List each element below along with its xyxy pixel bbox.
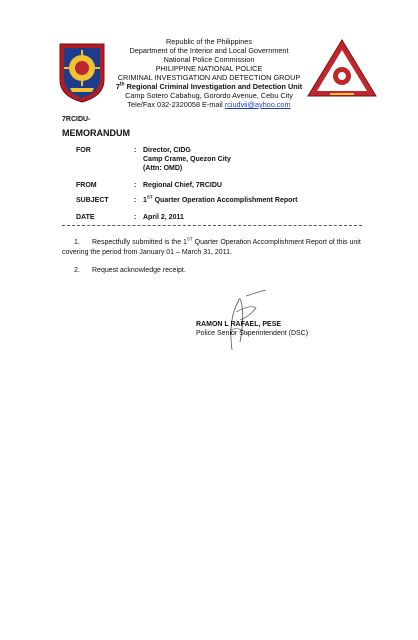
paragraph-2: 2. Request acknowledge receipt.: [74, 267, 186, 274]
subject-value: 1ST Quarter Operation Accomplishment Report: [143, 194, 298, 204]
header-contact: Tele/Fax 032-2320058 E-mail rciudvii@ayhoo.com: [127, 100, 291, 109]
signatory-title: Police Senior Superintendent (DSC): [196, 330, 309, 337]
header-pnp: PHILIPPINE NATIONAL POLICE: [155, 64, 263, 73]
header-napolcom: National Police Commission: [163, 55, 255, 64]
signatory-name: RAMON L RAFAEL, PESE: [196, 321, 282, 328]
paragraph-1: 1. Respectfully submitted is the 1ST Quarter Operation Accomplishment Report of this unit covering the period from January 01 – March 31, 2011.: [62, 236, 361, 256]
header-department: Department of the Interior and Local Government: [129, 46, 289, 55]
cidg-seal-icon: [306, 38, 378, 100]
header-republic: Republic of the Philippines: [166, 37, 252, 46]
dashed-divider: [62, 225, 362, 226]
email-link[interactable]: rciudvii@ayhoo.com: [224, 100, 291, 109]
memo-title: MEMORANDUM: [62, 128, 130, 138]
date-label: DATE: [76, 214, 95, 221]
from-colon: :: [134, 182, 137, 189]
letterhead: [100, 37, 318, 109]
for-colon: :: [134, 147, 137, 154]
header-address: Camp Sotero Cabahug, Gorordo Avenue, Cebu City: [125, 91, 293, 100]
from-label: FROM: [76, 182, 97, 189]
subject-colon: :: [134, 197, 137, 204]
header-cidg: CRIMINAL INVESTIGATION AND DETECTION GROUP: [117, 73, 301, 82]
date-value: April 2, 2011: [143, 214, 184, 221]
for-label: FOR: [76, 147, 91, 154]
from-value: Regional Chief, 7RCIDU: [143, 182, 222, 189]
subject-label: SUBJECT: [76, 197, 109, 204]
header-unit: 7th Regional Criminal Investigation and Detection Unit: [115, 81, 303, 91]
reference-number: 7RCIDU-: [62, 116, 91, 123]
for-value: Director, CIDG Camp Crame, Quezon City (Attn: OMD): [143, 147, 231, 172]
date-colon: :: [134, 214, 137, 221]
